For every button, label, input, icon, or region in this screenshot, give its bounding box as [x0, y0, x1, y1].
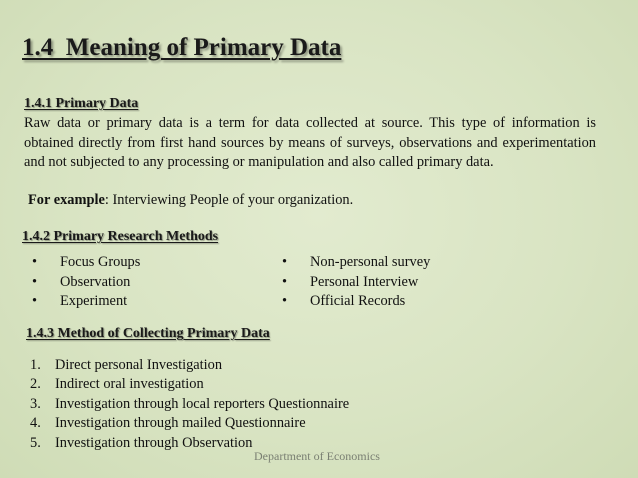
list-item: [24, 414, 349, 433]
bullet-icon: •: [32, 273, 38, 290]
list-item-label: Direct personal Investigation: [55, 357, 223, 373]
list-item-label: Focus Groups: [60, 254, 141, 270]
list-number: 5.: [30, 434, 41, 451]
list-number: 4.: [30, 415, 41, 432]
bullet-icon: •: [32, 293, 38, 309]
bullet-icon: •: [32, 254, 38, 270]
section-heading-research-methods: 1.4.2 Primary Research Methods: [22, 229, 219, 244]
list-item-label: Indirect oral investigation: [55, 376, 204, 393]
list-number: 3.: [30, 395, 41, 412]
bullet-icon: •: [282, 273, 288, 290]
list-item-label: Investigation through Observation: [55, 434, 253, 451]
primary-data-definition: Raw data or primary data is a term for data collected at source. This type of information is obtained directly from first hand sources by means of surveys, observations and experimentation and not subjected to any processing or manipulation and also called primary data.: [24, 115, 596, 171]
methods-list-right: [274, 253, 430, 312]
list-item: [24, 292, 140, 312]
list-item-label: Personal Interview: [310, 273, 419, 290]
list-item: [24, 253, 140, 273]
example-label: For example: [28, 192, 105, 208]
example-text: : Interviewing People of your organization.: [104, 192, 354, 208]
list-item: [274, 253, 430, 273]
list-item: [24, 356, 349, 375]
section-heading-collection-methods: 1.4.3 Method of Collecting Primary Data: [26, 326, 270, 341]
bullet-icon: •: [282, 293, 288, 309]
list-item: [274, 273, 430, 293]
list-item: [24, 375, 349, 394]
list-item: [24, 273, 140, 293]
example-line: [28, 192, 353, 209]
list-item-label: Official Records: [310, 293, 406, 309]
methods-list-left: [24, 253, 140, 312]
list-item-label: Investigation through mailed Questionnaire: [55, 415, 306, 432]
list-item-label: Experiment: [60, 293, 128, 309]
list-item-label: Observation: [60, 273, 131, 290]
footer-department: Department of Economics: [254, 449, 380, 463]
list-number: 1.: [30, 357, 41, 373]
slide-title: 1.4 Meaning of Primary Data: [22, 34, 342, 61]
list-item: [24, 395, 349, 414]
list-item: [274, 292, 430, 312]
list-item-label: Non-personal survey: [310, 254, 431, 270]
bullet-icon: •: [282, 254, 288, 270]
collection-methods-list: [24, 356, 349, 453]
section-heading-primary-data: 1.4.1 Primary Data: [24, 96, 139, 111]
list-number: 2.: [30, 376, 41, 393]
list-item-label: Investigation through local reporters Questionnaire: [55, 395, 350, 412]
